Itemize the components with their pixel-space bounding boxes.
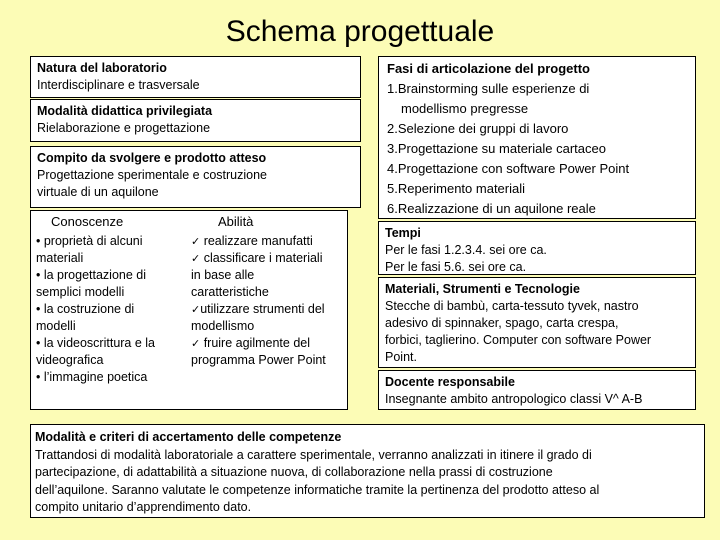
checkmark-icon: ✓ — [191, 337, 201, 350]
accertamento-box — [30, 424, 705, 518]
abilita-text: realizzare manufatti — [200, 234, 313, 248]
compito-line: virtuale di un aquilone — [37, 185, 159, 199]
conoscenze-line: • la costruzione di — [36, 302, 135, 316]
fasi-line: 5.Reperimento materiali — [387, 181, 526, 196]
modalita-text: Rielaborazione e progettazione — [37, 121, 211, 135]
fasi-line: modellismo pregresse — [401, 101, 529, 116]
abilita-line: caratteristiche — [191, 285, 269, 299]
tempi-heading: Tempi — [385, 226, 421, 240]
compito-heading: Compito da svolgere e prodotto atteso — [37, 151, 267, 165]
abilita-line: in base alle — [191, 268, 255, 282]
accertamento-heading: Modalità e criteri di accertamento delle competenze — [35, 430, 342, 444]
modalita-box — [30, 99, 361, 142]
abilita-line — [191, 250, 347, 267]
abilita-line — [191, 335, 347, 352]
fasi-box — [378, 56, 696, 219]
docente-text: Insegnante ambito antropologico classi V^ A-B — [385, 392, 643, 406]
fasi-line: 6.Realizzazione di un aquilone reale — [387, 201, 596, 216]
abilita-line: programma Power Point — [191, 353, 326, 367]
fasi-heading: Fasi di articolazione del progetto — [387, 61, 590, 76]
docente-heading: Docente responsabile — [385, 375, 515, 389]
abilita-text: fruire agilmente del — [200, 336, 310, 350]
fasi-line: 4.Progettazione con software Power Point — [387, 161, 630, 176]
accertamento-line: Trattandosi di modalità laboratoriale a carattere sperimentale, verranno analizzati in itinere il grado di — [35, 447, 592, 462]
conoscenze-line: materiali — [36, 251, 84, 265]
conoscenze-line: • la videoscrittura e la — [36, 336, 156, 350]
conoscenze-line: semplici modelli — [36, 285, 125, 299]
page-title: Schema progettuale — [225, 15, 495, 48]
materiali-heading: Materiali, Strumenti e Tecnologie — [385, 282, 580, 296]
natura-text: Interdisciplinare e trasversale — [37, 78, 200, 92]
abilita-line — [191, 233, 347, 250]
conoscenze-abilita-box — [30, 210, 348, 410]
conoscenze-line: videografica — [36, 353, 104, 367]
abilita-text: classificare i materiali — [200, 251, 323, 265]
abilita-line: modellismo — [191, 319, 255, 333]
abilita-text: utilizzare strumenti del — [200, 302, 325, 316]
compito-line: Progettazione sperimentale e costruzione — [37, 168, 267, 182]
abilita-line — [191, 301, 347, 318]
modalita-heading: Modalità didattica privilegiata — [37, 104, 213, 118]
materiali-box — [378, 277, 696, 368]
accertamento-line: dell’aquilone. Saranno valutate le competenze informatiche tramite la pertinenza del prodotto atteso al — [35, 482, 600, 497]
conoscenze-column — [36, 213, 186, 386]
fasi-line: 2.Selezione dei gruppi di lavoro — [387, 121, 569, 136]
materiali-line: Point. — [385, 350, 417, 364]
fasi-line: 3.Progettazione su materiale cartaceo — [387, 141, 606, 156]
fasi-line: 1.Brainstorming sulle esperienze di — [387, 81, 590, 96]
natura-box — [30, 56, 361, 98]
tempi-line: Per le fasi 5.6. sei ore ca. — [385, 260, 527, 274]
conoscenze-line: modelli — [36, 319, 76, 333]
docente-box — [378, 370, 696, 410]
materiali-line: Stecche di bambù, carta-tessuto tyvek, nastro — [385, 299, 639, 313]
conoscenze-line: • l’immagine poetica — [36, 370, 148, 384]
conoscenze-line: • la progettazione di — [36, 268, 147, 282]
compito-box — [30, 146, 361, 208]
abilita-column — [191, 213, 347, 369]
conoscenze-heading: Conoscenze — [51, 214, 124, 229]
abilita-heading: Abilità — [218, 214, 254, 229]
checkmark-icon: ✓ — [191, 235, 201, 248]
checkmark-icon: ✓ — [191, 252, 201, 265]
accertamento-line: compito unitario d’apprendimento dato. — [35, 500, 252, 514]
materiali-line: forbici, taglierino. Computer con software Power — [385, 333, 652, 347]
tempi-line: Per le fasi 1.2.3.4. sei ore ca. — [385, 243, 547, 257]
materiali-line: adesivo di spinnaker, spago, carta crespa, — [385, 316, 619, 330]
tempi-box — [378, 221, 696, 275]
accertamento-line: partecipazione, di adattabilità a situazione nuova, di collaborazione nella prassi di costruzione — [35, 465, 553, 479]
checkmark-icon: ✓ — [191, 303, 201, 316]
natura-heading: Natura del laboratorio — [37, 61, 167, 75]
conoscenze-line: • proprietà di alcuni — [36, 234, 143, 248]
